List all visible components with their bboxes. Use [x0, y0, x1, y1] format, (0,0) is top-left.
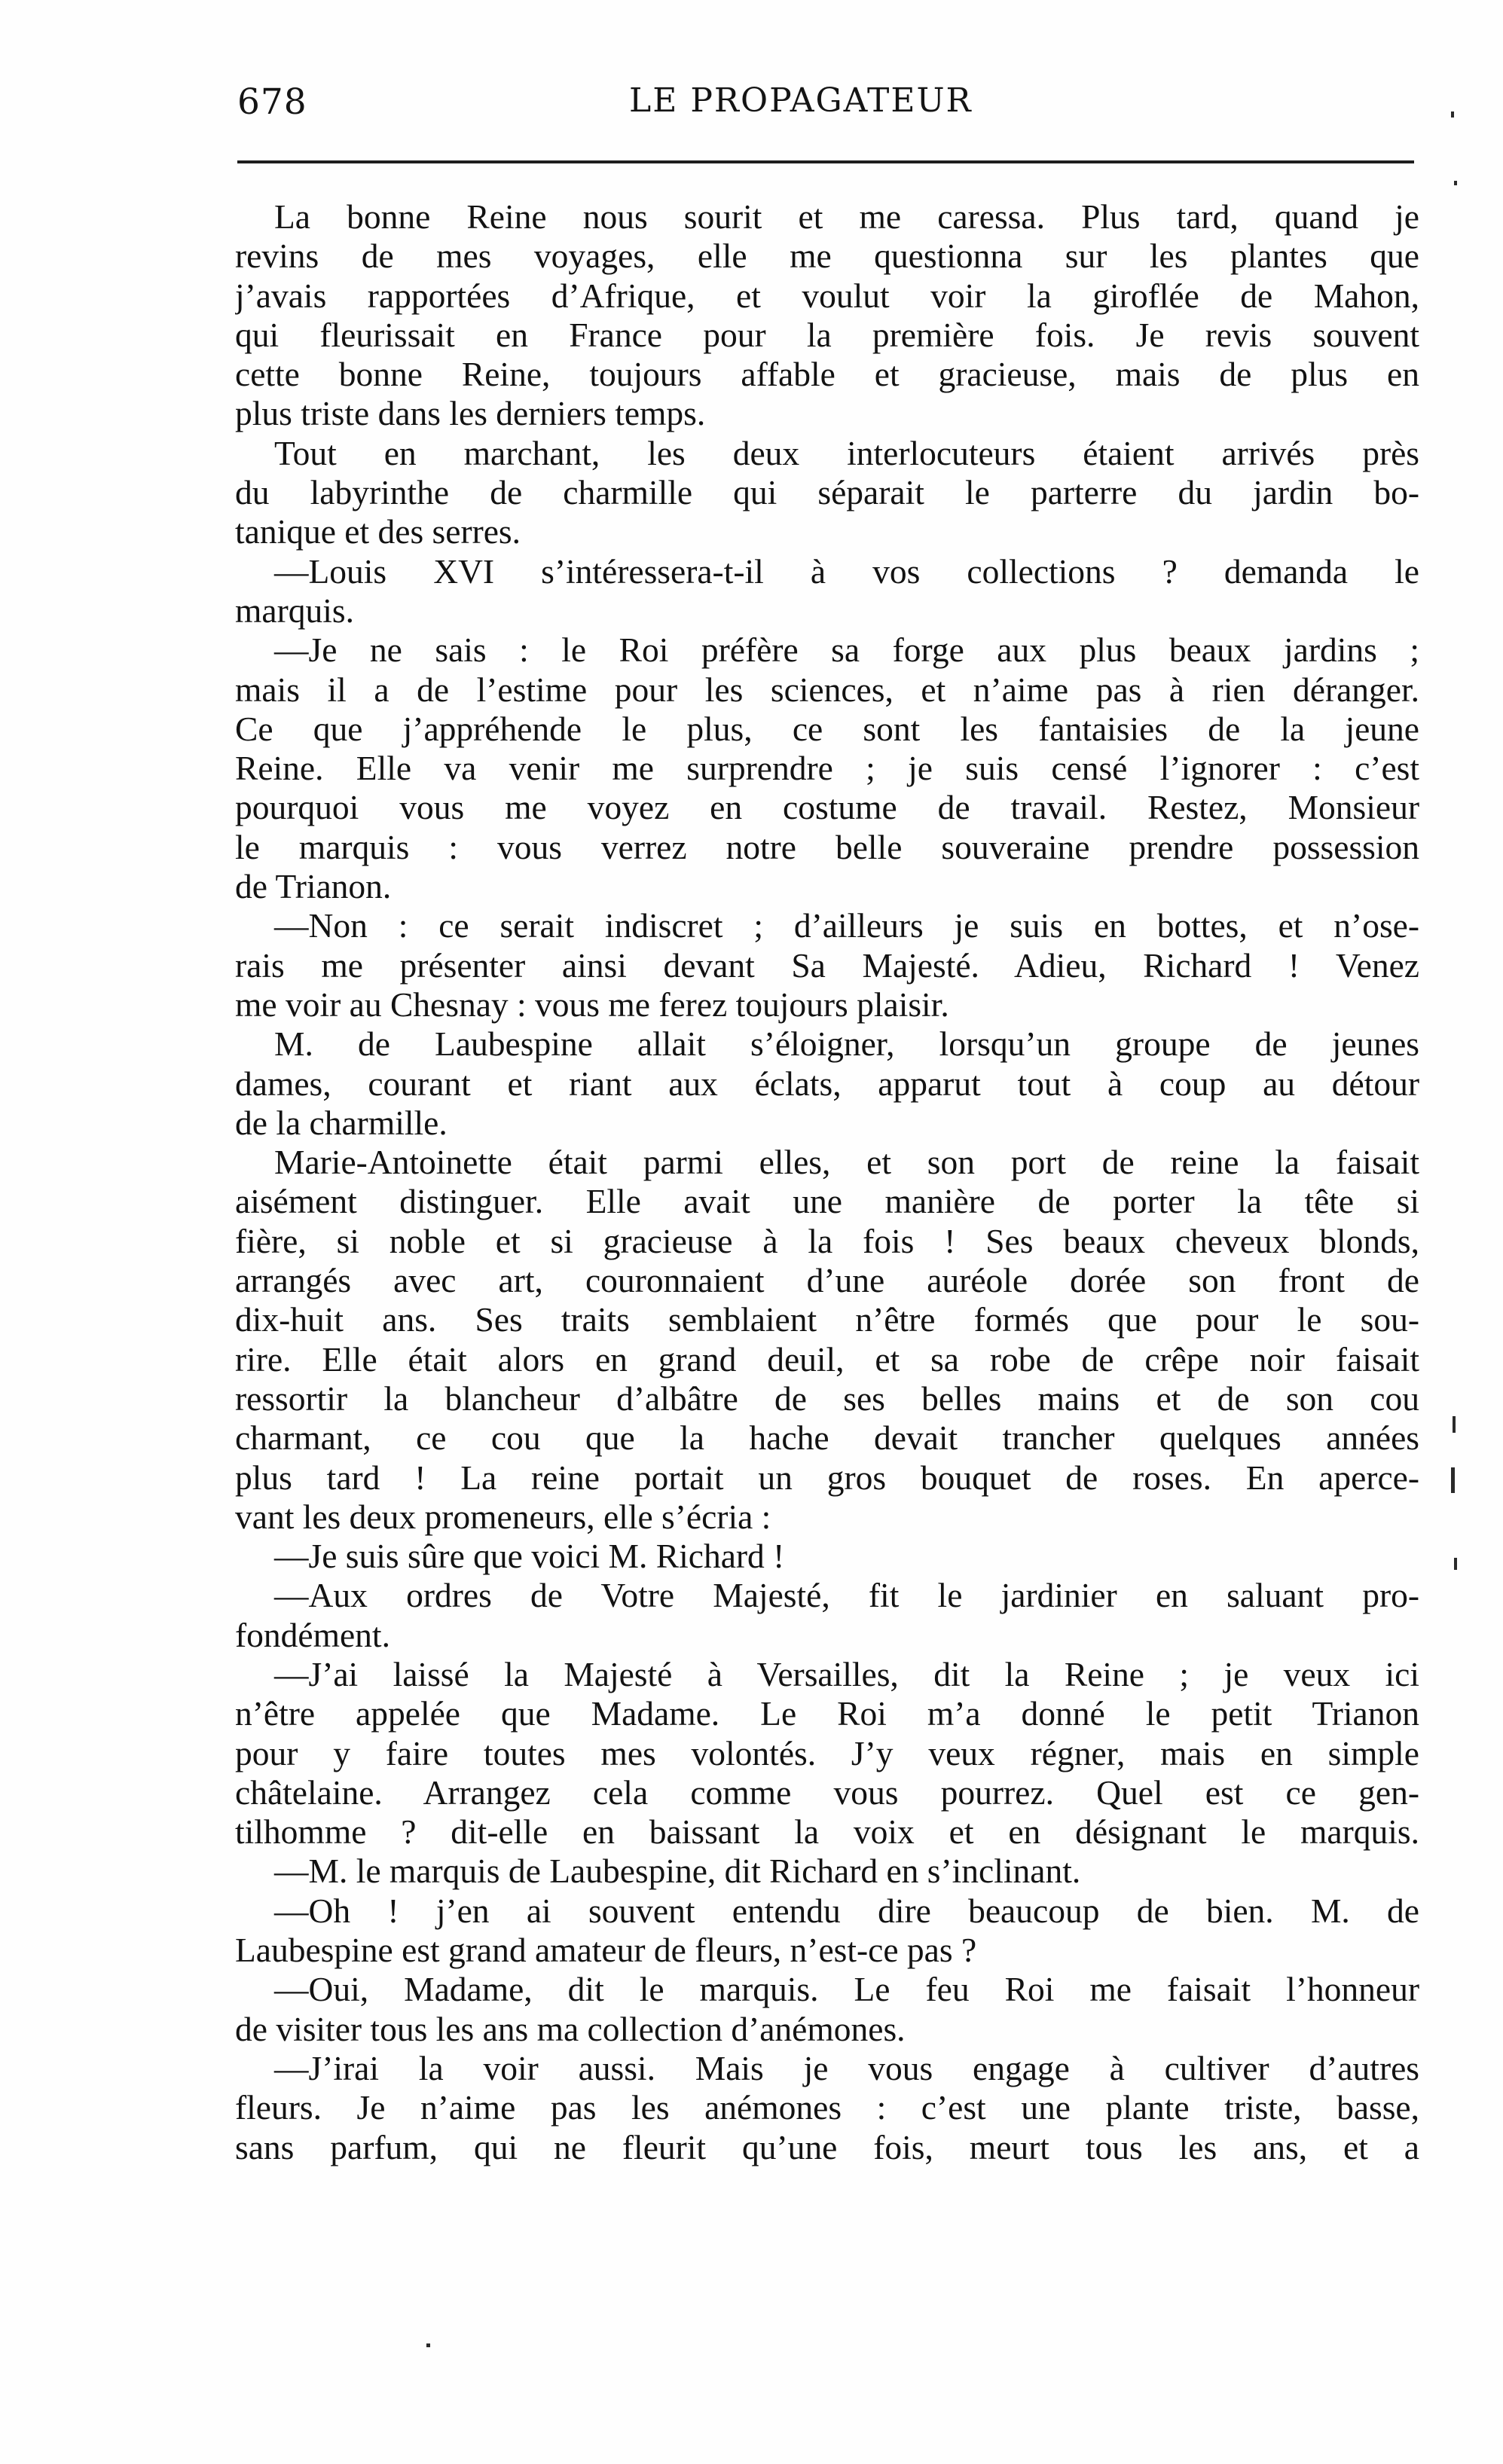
text-line: plus triste dans les derniers temps. [235, 394, 706, 433]
text-line: M. de Laubespine allait s’éloigner, lorsqu’un groupe de jeunes [274, 1024, 1419, 1064]
text-line: de Trianon. [235, 867, 392, 906]
text-line: —Louis XVI s’intéressera-t-il à vos collections ? demanda le [274, 551, 1419, 591]
text-line: Ce que j’appréhende le plus, ce sont les fantaisies de la jeune [235, 709, 1419, 748]
text-line: revins de mes voyages, elle me questionna sur les plantes que [235, 237, 1419, 276]
speck-mark [426, 2343, 430, 2347]
text-line: Reine. Elle va venir me surprendre ; je suis censé l’ignorer : c’est [235, 749, 1419, 788]
text-line: dames, courant et riant aux éclats, apparut tout à coup au détour [235, 1064, 1419, 1103]
text-line: vant les deux promeneurs, elle s’écria : [235, 1497, 771, 1536]
speck-mark [1454, 181, 1457, 185]
text-line: ressortir la blancheur d’albâtre de ses belles mains et de son cou [235, 1379, 1419, 1418]
margin-mark [1453, 1416, 1456, 1433]
margin-mark [1454, 1558, 1457, 1570]
text-line: —J’ai laissé la Majesté à Versailles, dit la Reine ; je veux ici [274, 1654, 1419, 1693]
text-line: fleurs. Je n’aime pas les anémones : c’est une plante triste, basse, [235, 2088, 1419, 2127]
text-line: du labyrinthe de charmille qui séparait le parterre du jardin bo- [235, 473, 1419, 512]
text-line: mais il a de l’estime pour les sciences, et n’aime pas à rien déranger. [235, 670, 1419, 709]
text-line: de la charmille. [235, 1103, 448, 1142]
running-title: LE PROPAGATEUR [629, 81, 973, 120]
text-line: —J’irai la voir aussi. Mais je vous engage à cultiver d’autres [274, 2048, 1419, 2087]
text-line: j’avais rapportées d’Afrique, et voulut voir la giroflée de Mahon, [235, 276, 1419, 315]
text-line: —Non : ce serait indiscret ; d’ailleurs je suis en bottes, et n’ose- [274, 906, 1419, 945]
text-line: —Aux ordres de Votre Majesté, fit le jardinier en saluant pro- [274, 1576, 1419, 1615]
text-line: —Oh ! j’en ai souvent entendu dire beaucoup de bien. M. de [274, 1891, 1419, 1930]
text-line: —M. le marquis de Laubespine, dit Richard en s’inclinant. [274, 1852, 1081, 1891]
text-line: arrangés avec art, couronnaient d’une auréole dorée son front de [235, 1261, 1419, 1300]
header-rule [237, 160, 1414, 163]
text-line: La bonne Reine nous sourit et me caressa. Plus tard, quand je [274, 197, 1419, 236]
text-line: pourquoi vous me voyez en costume de travail. Restez, Monsieur [235, 788, 1419, 827]
text-line: sans parfum, qui ne fleurit qu’une fois, meurt tous les ans, et a [235, 2127, 1419, 2166]
page-header [237, 81, 1413, 142]
text-line: dix-huit ans. Ses traits semblaient n’être formés que pour le sou- [235, 1300, 1419, 1339]
text-line: rais me présenter ainsi devant Sa Majesté. Adieu, Richard ! Venez [235, 945, 1419, 985]
body-text [235, 197, 1419, 2167]
text-line: pour y faire toutes mes volontés. J’y veux régner, mais en simple [235, 1733, 1419, 1772]
text-line: —Je suis sûre que voici M. Richard ! [274, 1537, 785, 1576]
text-line: marquis. [235, 591, 354, 630]
text-line: tilhomme ? dit-elle en baissant la voix et en désignant le marquis. [235, 1812, 1419, 1852]
text-line: qui fleurissait en France pour la première fois. Je revis souvent [235, 315, 1419, 354]
text-line: châtelaine. Arrangez cela comme vous pourrez. Quel est ce gen- [235, 1772, 1419, 1812]
text-line: fondément. [235, 1615, 390, 1654]
text-line: tanique et des serres. [235, 512, 521, 551]
text-line: Tout en marchant, les deux interlocuteurs étaient arrivés près [274, 433, 1419, 472]
text-line: —Oui, Madame, dit le marquis. Le feu Roi me faisait l’honneur [274, 1970, 1419, 2009]
text-line: plus tard ! La reine portait un gros bouquet de roses. En aperce- [235, 1458, 1419, 1497]
text-line: —Je ne sais : le Roi préfère sa forge aux plus beaux jardins ; [274, 631, 1419, 670]
text-line: le marquis : vous verrez notre belle souveraine prendre possession [235, 827, 1419, 866]
margin-mark [1451, 1467, 1455, 1493]
text-line: Laubespine est grand amateur de fleurs, n’est-ce pas ? [235, 1931, 977, 1970]
text-line: me voir au Chesnay : vous me ferez toujours plaisir. [235, 985, 949, 1024]
text-line: aisément distinguer. Elle avait une manière de porter la tête si [235, 1182, 1419, 1221]
text-line: n’être appelée que Madame. Le Roi m’a donné le petit Trianon [235, 1694, 1419, 1733]
text-line: de visiter tous les ans ma collection d’anémones. [235, 2009, 906, 2048]
text-line: Marie-Antoinette était parmi elles, et son port de reine la faisait [274, 1143, 1419, 1182]
text-line: fière, si noble et si gracieuse à la fois ! Ses beaux cheveux blonds, [235, 1221, 1419, 1260]
speck-mark [1451, 111, 1454, 118]
text-line: rire. Elle était alors en grand deuil, et sa robe de crêpe noir faisait [235, 1339, 1419, 1379]
page-number: 678 [237, 81, 307, 123]
text-line: cette bonne Reine, toujours affable et gracieuse, mais de plus en [235, 355, 1419, 394]
text-line: charmant, ce cou que la hache devait trancher quelques années [235, 1418, 1419, 1458]
